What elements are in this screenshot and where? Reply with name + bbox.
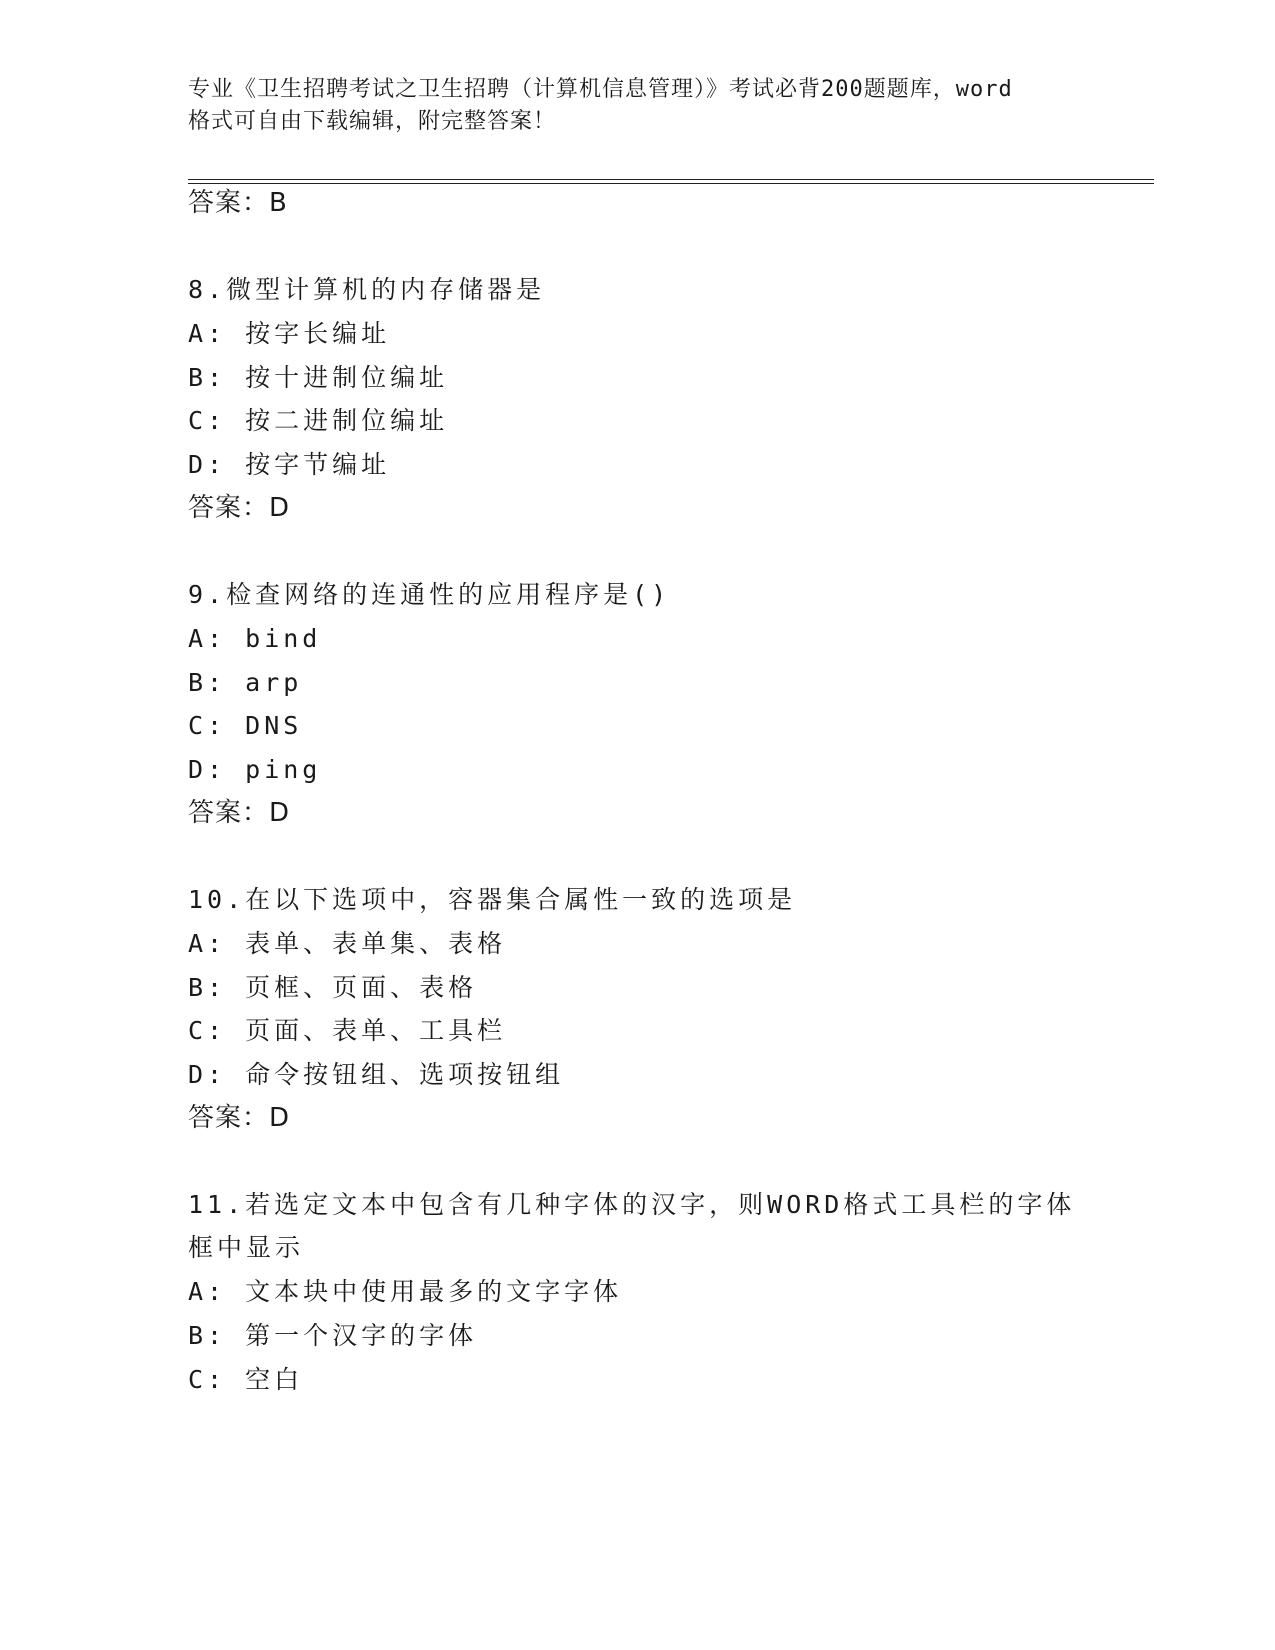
question-10-answer: 答案：D <box>188 1103 291 1133</box>
answer-previous: 答案：B <box>188 188 288 218</box>
question-8-option-b: B: 按十进制位编址 <box>188 363 449 392</box>
question-8-option-d: D: 按字节编址 <box>188 450 391 479</box>
header-line-1: 专业《卫生招聘考试之卫生招聘（计算机信息管理）》考试必背200题题库，word <box>188 77 1013 102</box>
question-8-option-c: C: 按二进制位编址 <box>188 406 449 435</box>
question-10-option-b: B: 页框、页面、表格 <box>188 973 478 1002</box>
question-11-stem-line-1: 11.若选定文本中包含有几种字体的汉字，则WORD格式工具栏的字体 <box>188 1190 1076 1219</box>
question-9-option-b: B: arp <box>188 668 303 697</box>
question-9-option-c: C: DNS <box>188 711 303 740</box>
question-8-option-a: A: 按字长编址 <box>188 319 391 348</box>
question-11-stem-line-2: 框中显示 <box>188 1233 305 1262</box>
question-8-answer: 答案：D <box>188 493 291 523</box>
question-10-option-a: A: 表单、表单集、表格 <box>188 929 507 958</box>
header-line-2: 格式可自由下载编辑，附完整答案！ <box>188 109 557 134</box>
header-divider <box>188 179 1154 184</box>
question-11-option-b: B: 第一个汉字的字体 <box>188 1321 478 1350</box>
question-10-option-c: C: 页面、表单、工具栏 <box>188 1016 507 1045</box>
question-9-option-a: A: bind <box>188 624 322 653</box>
question-9-option-d: D: ping <box>188 755 322 784</box>
question-8-stem: 8.微型计算机的内存储器是 <box>188 275 546 304</box>
question-10-stem: 10.在以下选项中，容器集合属性一致的选项是 <box>188 885 797 914</box>
question-11-option-c: C: 空白 <box>188 1365 304 1394</box>
question-9-stem: 9.检查网络的连通性的应用程序是() <box>188 580 671 609</box>
document-header <box>188 74 1088 138</box>
question-9-answer: 答案：D <box>188 798 291 828</box>
question-11-option-a: A: 文本块中使用最多的文字字体 <box>188 1277 623 1306</box>
question-10-option-d: D: 命令按钮组、选项按钮组 <box>188 1060 565 1089</box>
